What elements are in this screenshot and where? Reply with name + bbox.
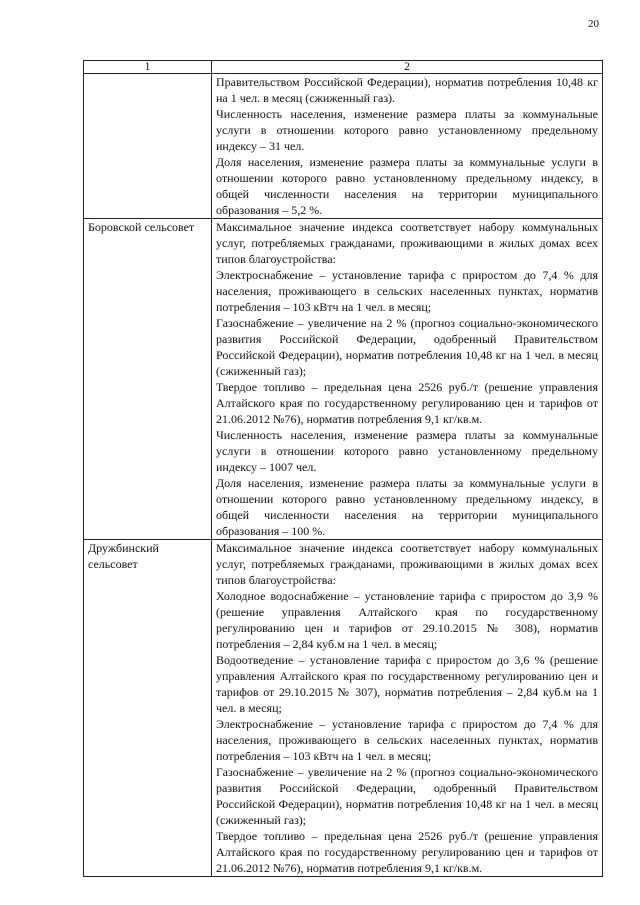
table-row — [84, 74, 603, 219]
paragraph: Газоснабжение – увеличение на 2 % (прогноз социально-экономического развития Российской Федерации, одобренный Правительством Российской Федерации), норматив потребления 10,48 кг на 1 чел. в месяц (сжиженный газ); — [216, 316, 598, 378]
municipality-name — [84, 74, 212, 219]
paragraph: Газоснабжение – увеличение на 2 % (прогноз социально-экономического развития Российской Федерации, одобренный Правительством Российской Федерации), норматив потребления 10,48 кг на 1 чел. в месяц (сжиженный газ); — [216, 765, 598, 827]
table-header-row — [84, 61, 603, 74]
page-number: 20 — [588, 18, 599, 30]
table-row — [84, 219, 603, 540]
column-header-1: 1 — [84, 61, 212, 74]
municipality-name: Дружбинский сельсовет — [84, 540, 212, 877]
paragraph: Правительством Российской Федерации), норматив потребления 10,48 кг на 1 чел. в месяц (сжиженный газ). — [216, 75, 598, 105]
index-table — [83, 60, 603, 877]
paragraph: Доля населения, изменение размера платы за коммунальные услуги в отношении которого равно установленному предельному индексу, в общей численности населения на территории муниципального образования – 5,2 %. — [216, 155, 598, 217]
paragraph: Электроснабжение – установление тарифа с приростом до 7,4 % для населения, проживающего в сельских населенных пунктах, норматив потребления – 103 кВтч на 1 чел. в месяц; — [216, 717, 598, 763]
paragraph: Доля населения, изменение размера платы за коммунальные услуги в отношении которого равно установленному предельному индексу, в общей численности населения на территории муниципального образования – 100 %. — [216, 476, 598, 538]
paragraph: Водоотведение – установление тарифа с приростом до 3,6 % (решение управления Алтайского края по государственному регулированию цен и тарифов от 29.10.2015 № 307), норматив потребления – 2,84 куб.м на 1 чел. в месяц; — [216, 653, 598, 715]
paragraph: Электроснабжение – установление тарифа с приростом до 7,4 % для населения, проживающего в сельских населенных пунктах, норматив потребления – 103 кВтч на 1 чел. в месяц; — [216, 268, 598, 314]
paragraph: Максимальное значение индекса соответствует набору коммунальных услуг, потребляемых гражданами, проживающими в жилых домах всех типов благоустройства: — [216, 541, 598, 587]
row-content — [212, 219, 603, 540]
paragraph: Твердое топливо – предельная цена 2526 руб./т (решение управления Алтайского края по государственному регулированию цен и тарифов от 21.06.2012 №76), норматив потребления 9,1 кг/кв.м. — [216, 829, 598, 875]
table-row — [84, 540, 603, 877]
row-content — [212, 74, 603, 219]
municipality-name: Боровской сельсовет — [84, 219, 212, 540]
paragraph: Численность населения, изменение размера платы за коммунальные услуги в отношении которого равно установленному предельному индексу – 1007 чел. — [216, 428, 598, 474]
paragraph: Холодное водоснабжение – установление тарифа с приростом до 3,9 % (решение управления Алтайского края по государственному регулированию цен и тарифов от 29.10.2015 № 308), норматив потребления – 2,84 куб.м на 1 чел. в месяц; — [216, 589, 598, 651]
column-header-2: 2 — [212, 61, 603, 74]
paragraph: Численность населения, изменение размера платы за коммунальные услуги в отношении которого равно установленному предельному индексу – 31 чел. — [216, 107, 598, 153]
paragraph: Твердое топливо – предельная цена 2526 руб./т (решение управления Алтайского края по государственному регулированию цен и тарифов от 21.06.2012 №76), норматив потребления 9,1 кг/кв.м. — [216, 380, 598, 426]
paragraph: Максимальное значение индекса соответствует набору коммунальных услуг, потребляемых гражданами, проживающими в жилых домах всех типов благоустройства: — [216, 220, 598, 266]
row-content — [212, 540, 603, 877]
